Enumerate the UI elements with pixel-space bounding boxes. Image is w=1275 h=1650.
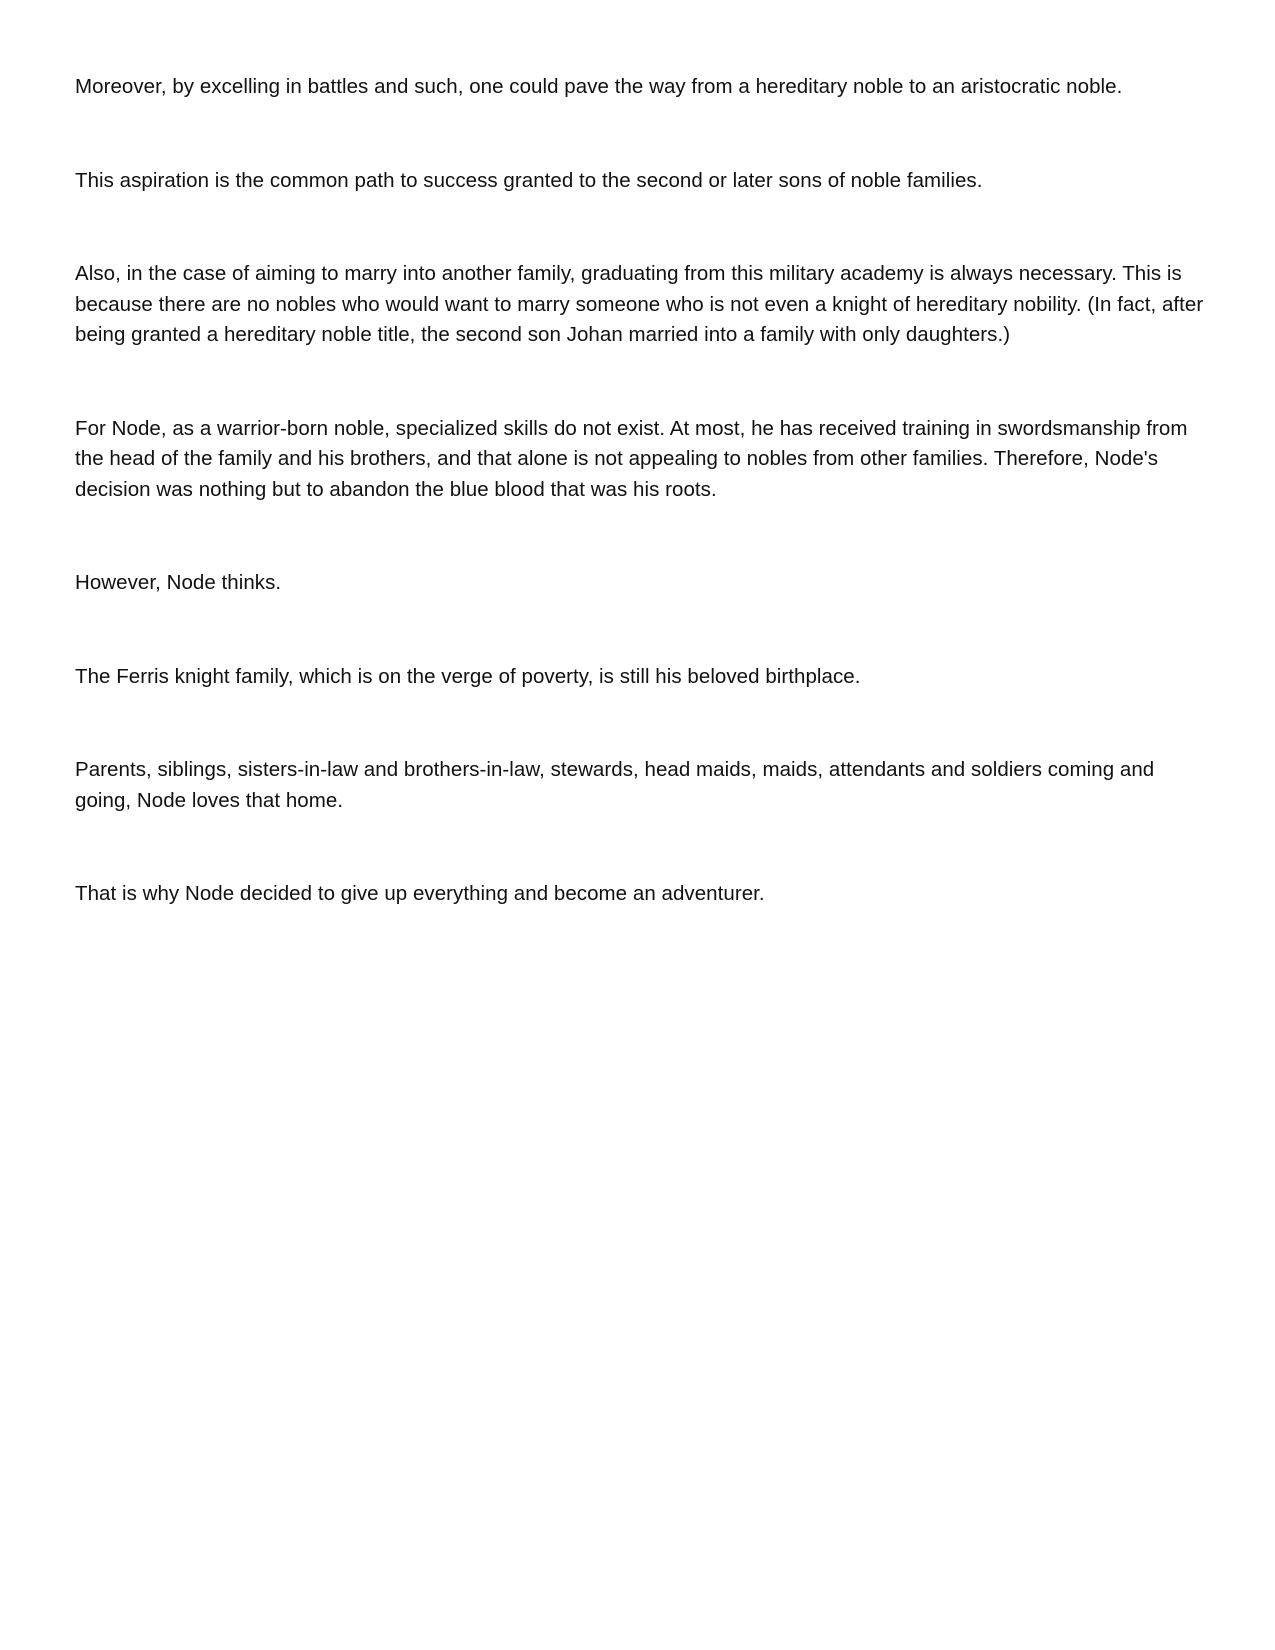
paragraph-5: However, Node thinks. [75,571,282,594]
paragraph-6: The Ferris knight family, which is on the verge of poverty, is still his beloved birthplace. [75,664,861,688]
paragraph-2: This aspiration is the common path to success granted to the second or later sons of noble families. [75,168,983,192]
paragraph-8: That is why Node decided to give up everything and become an adventurer. [75,882,765,905]
paragraph-1: Moreover, by excelling in battles and such, one could pave the way from a hereditary noble to an aristocratic noble. [75,75,1123,98]
paragraph-7: Parents, siblings, sisters-in-law and brothers-in-law, stewards, head maids, maids, attendants and soldiers coming and going, Node loves that home. [75,758,1155,812]
body-text [75,72,1205,973]
paragraph-4: For Node, as a warrior-born noble, specialized skills do not exist. At most, he has received training in swordsmanship from the head of the family and his brothers, and that alone is not appealing to nobles from other families. Therefore, Node's decision was nothing but to abandon the blue blood that was his roots. [75,416,1188,501]
paragraph-3: Also, in the case of aiming to marry into another family, graduating from this military academy is always necessary. This is because there are no nobles who would want to marry someone who is not even a knight of hereditary nobility. (In fact, after being granted a hereditary noble title, the second son Johan married into a family with only daughters.) [75,262,1204,346]
